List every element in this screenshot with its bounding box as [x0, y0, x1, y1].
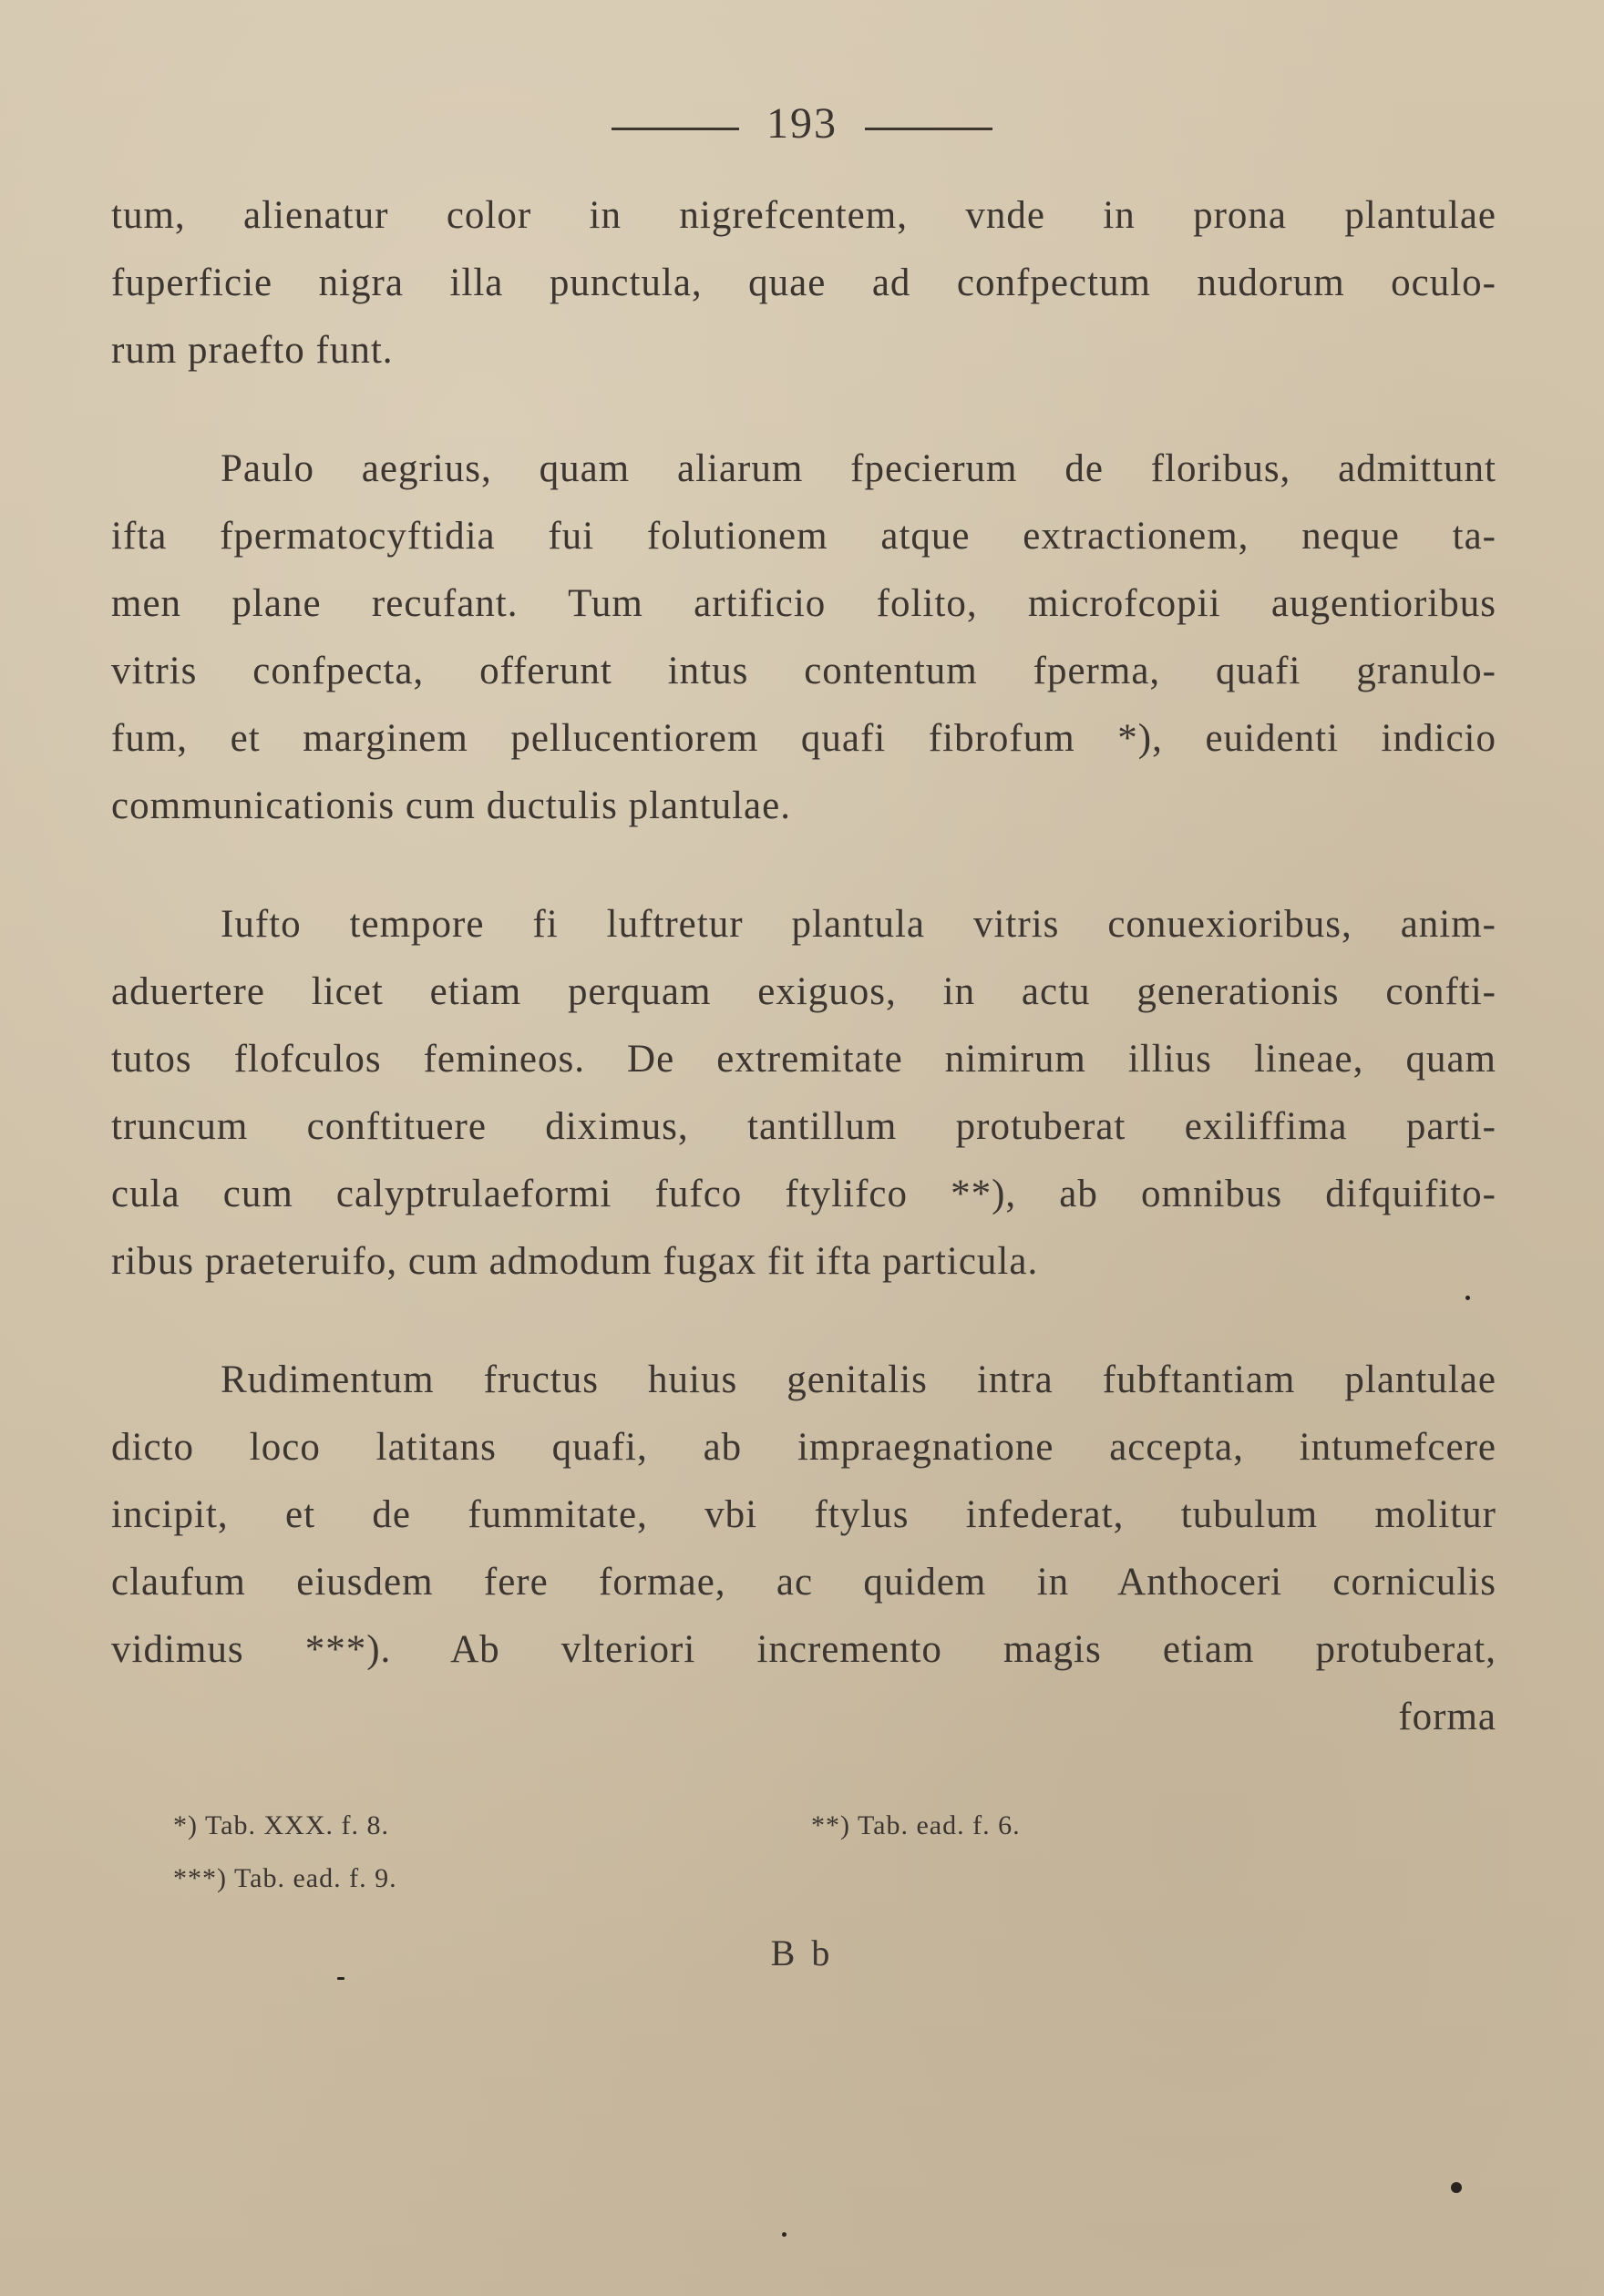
paper-speck [337, 1977, 344, 1980]
paragraph [111, 891, 1496, 1296]
text-line: fum, et marginem pellucentiorem quafi fibrofum *), euidenti indicio [111, 717, 1496, 760]
header-rule-left [612, 128, 739, 130]
paper-speck [1451, 2182, 1462, 2193]
text-line: dicto loco latitans quafi, ab impraegnatione accepta, intumefcere [111, 1426, 1496, 1469]
text-line: rum praefto funt. [111, 329, 394, 372]
text-line: communicationis cum ductulis plantulae. [111, 784, 791, 827]
text-line: Rudimentum fructus huius genitalis intra fubftantiam plantulae [221, 1358, 1496, 1401]
page-number: 193 [766, 99, 838, 148]
paragraph [111, 182, 1496, 384]
signature-mark: B b [770, 1932, 834, 1973]
page-header [0, 98, 1604, 149]
text-line: aduertere licet etiam perquam exiguos, in actu generationis confti- [111, 970, 1496, 1013]
text-line: vidimus ***). Ab vlteriori incremento magis etiam protuberat, [111, 1628, 1496, 1671]
footnotes [173, 1799, 1449, 1905]
text-line: incipit, et de fummitate, vbi ftylus infederat, tubulum molitur [111, 1493, 1496, 1536]
text-line: truncum conftituere diximus, tantillum protuberat exiliffima parti- [111, 1105, 1496, 1148]
footnote: ***) Tab. ead. f. 9. [173, 1863, 397, 1893]
text-line: claufum eiusdem fere formae, ac quidem in Anthoceri corniculis [111, 1561, 1496, 1604]
text-line: vitris confpecta, offerunt intus contentum fperma, quafi granulo- [111, 650, 1496, 692]
paper-speck [1465, 1296, 1470, 1300]
text-line: tutos flofculos femineos. De extremitate nimirum illius lineae, quam [111, 1038, 1496, 1081]
text-line: ifta fpermatocyftidia fui folutionem atque extractionem, neque ta- [111, 515, 1496, 558]
paper-speck [782, 2232, 787, 2237]
text-line: Iufto tempore fi luftretur plantula vitris conuexioribus, anim- [221, 903, 1496, 946]
text-line: fuperficie nigra illa punctula, quae ad confpectum nudorum oculo- [111, 261, 1496, 304]
footnote: *) Tab. XXX. f. 8. [173, 1810, 389, 1840]
text-line: Paulo aegrius, quam aliarum fpecierum de floribus, admittunt [221, 447, 1496, 490]
text-line: tum, alienatur color in nigrefcentem, vnde in prona plantulae [111, 194, 1496, 237]
paragraph [111, 1347, 1496, 1751]
text-line: men plane recufant. Tum artificio folito, microfcopii augentioribus [111, 582, 1496, 625]
body-text [111, 182, 1496, 1751]
catchword: forma [1398, 1696, 1496, 1738]
header-rule-right [865, 128, 992, 130]
text-line: cula cum calyptrulaeformi fufco ftylifco **), ab omnibus difquifito- [111, 1173, 1496, 1215]
footnote: **) Tab. ead. f. 6. [811, 1810, 1021, 1840]
paragraph [111, 436, 1496, 840]
text-line: ribus praeteruifo, cum admodum fugax fit ifta particula. [111, 1240, 1039, 1283]
